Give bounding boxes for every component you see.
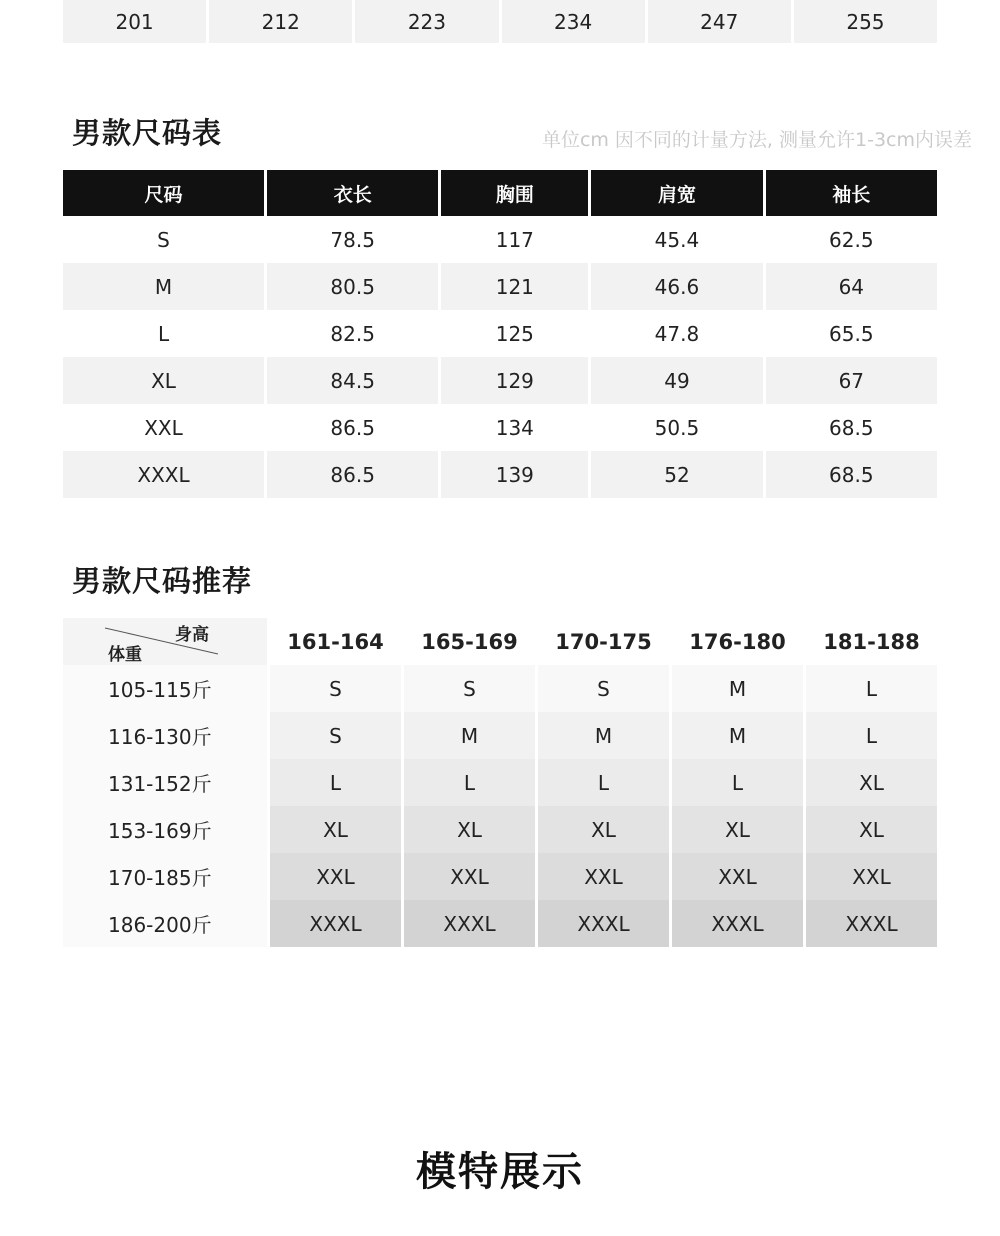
table-cell: XXL bbox=[144, 415, 183, 440]
table-row bbox=[63, 759, 937, 806]
size-cell: XXXL bbox=[270, 900, 401, 947]
size-cell: M bbox=[404, 712, 535, 759]
table-row bbox=[63, 900, 937, 947]
corner-weight-label: 体重 bbox=[108, 645, 142, 665]
table-cell: 223 bbox=[355, 0, 498, 43]
table-cell: 62.5 bbox=[829, 227, 874, 252]
table-cell: 65.5 bbox=[829, 321, 874, 346]
size-cell: XL bbox=[538, 806, 669, 853]
size-cell: XXL bbox=[404, 853, 535, 900]
table-cell: 45.4 bbox=[654, 227, 700, 252]
table-row bbox=[63, 263, 937, 310]
table-cell: 67 bbox=[766, 357, 937, 404]
table-cell: 255 bbox=[794, 0, 937, 43]
table-cell: M bbox=[63, 263, 264, 310]
height-header: 170-175 bbox=[538, 618, 669, 665]
table-cell: 80.5 bbox=[267, 263, 438, 310]
size-cell: XXXL bbox=[404, 900, 535, 947]
table-cell: 46.6 bbox=[591, 263, 762, 310]
table-cell: 82.5 bbox=[330, 321, 375, 346]
table-cell: 201 bbox=[63, 0, 206, 43]
size-cell: XXL bbox=[270, 853, 401, 900]
weight-label: 186-200斤 bbox=[63, 900, 267, 947]
size-cell: M bbox=[672, 712, 803, 759]
size-chart-table bbox=[60, 170, 940, 498]
table-cell: 129 bbox=[441, 357, 588, 404]
unit-note: 单位cm 因不同的计量方法, 测量允许1-3cm内误差 bbox=[541, 129, 972, 151]
table-cell: 84.5 bbox=[267, 357, 438, 404]
size-cell: L bbox=[404, 759, 535, 806]
diagonal-divider bbox=[63, 618, 267, 665]
size-cell: L bbox=[270, 759, 401, 806]
table-cell: 47.8 bbox=[654, 321, 700, 346]
weight-label: 105-115斤 bbox=[63, 665, 267, 712]
table-row bbox=[63, 853, 937, 900]
table-cell: S bbox=[157, 227, 170, 252]
size-cell: L bbox=[806, 665, 937, 712]
table-row bbox=[63, 310, 937, 357]
size-cell: XXL bbox=[672, 853, 803, 900]
weight-label: 116-130斤 bbox=[63, 712, 267, 759]
table-cell: 52 bbox=[591, 451, 762, 498]
table-cell: 86.5 bbox=[267, 451, 438, 498]
height-header: 161-164 bbox=[270, 618, 401, 665]
table-cell: 234 bbox=[502, 0, 645, 43]
column-header-sleeve: 袖长 bbox=[766, 170, 937, 216]
weight-label: 153-169斤 bbox=[63, 806, 267, 853]
table-cell: 125 bbox=[495, 321, 534, 346]
table-row bbox=[63, 404, 937, 451]
height-header: 176-180 bbox=[672, 618, 803, 665]
table-row bbox=[63, 216, 937, 263]
table-row bbox=[63, 806, 937, 853]
size-cell: XXL bbox=[538, 853, 669, 900]
size-cell: XL bbox=[672, 806, 803, 853]
table-cell: 134 bbox=[495, 415, 534, 440]
size-cell: S bbox=[270, 712, 401, 759]
table-cell: 49 bbox=[591, 357, 762, 404]
table-cell: XXXL bbox=[63, 451, 264, 498]
table-cell: L bbox=[157, 321, 170, 346]
height-header: 181-188 bbox=[806, 618, 937, 665]
size-recommend-table bbox=[63, 618, 937, 947]
table-cell: 117 bbox=[495, 227, 534, 252]
column-header-shoulder: 肩宽 bbox=[591, 170, 762, 216]
size-cell: L bbox=[806, 712, 937, 759]
size-cell: XL bbox=[806, 806, 937, 853]
table-cell: XL bbox=[63, 357, 264, 404]
model-showcase-title: 模特展示 bbox=[416, 1149, 584, 1195]
table-cell: 139 bbox=[441, 451, 588, 498]
size-cell: S bbox=[404, 665, 535, 712]
table-cell: 50.5 bbox=[654, 415, 700, 440]
column-header-length: 衣长 bbox=[267, 170, 438, 216]
table-header-row bbox=[63, 618, 937, 665]
size-cell: S bbox=[270, 665, 401, 712]
table-cell: 86.5 bbox=[330, 415, 375, 440]
table-row bbox=[63, 357, 937, 404]
previous-table-last-row bbox=[63, 0, 937, 43]
size-cell: XXL bbox=[806, 853, 937, 900]
table-cell: 212 bbox=[209, 0, 352, 43]
weight-label: 170-185斤 bbox=[63, 853, 267, 900]
table-cell: 64 bbox=[766, 263, 937, 310]
size-cell: M bbox=[538, 712, 669, 759]
table-row bbox=[63, 665, 937, 712]
size-recommend-title: 男款尺码推荐 bbox=[72, 564, 253, 598]
table-cell: 247 bbox=[648, 0, 791, 43]
size-chart-title: 男款尺码表 bbox=[72, 116, 223, 150]
size-cell: XXXL bbox=[806, 900, 937, 947]
size-cell: XL bbox=[270, 806, 401, 853]
size-cell: XXXL bbox=[672, 900, 803, 947]
table-row bbox=[63, 712, 937, 759]
table-cell: 121 bbox=[441, 263, 588, 310]
column-header-chest: 胸围 bbox=[441, 170, 588, 216]
size-cell: XL bbox=[806, 759, 937, 806]
size-cell: L bbox=[672, 759, 803, 806]
table-header-row bbox=[63, 170, 937, 216]
table-row bbox=[63, 451, 937, 498]
size-cell: S bbox=[538, 665, 669, 712]
size-cell: XL bbox=[404, 806, 535, 853]
table-cell: 68.5 bbox=[766, 451, 937, 498]
weight-label: 131-152斤 bbox=[63, 759, 267, 806]
height-header: 165-169 bbox=[404, 618, 535, 665]
corner-height-label: 身高 bbox=[175, 625, 209, 645]
table-cell: 78.5 bbox=[330, 227, 375, 252]
size-cell: L bbox=[538, 759, 669, 806]
size-cell: XXXL bbox=[538, 900, 669, 947]
size-cell: M bbox=[672, 665, 803, 712]
corner-header bbox=[63, 618, 267, 665]
column-header-size: 尺码 bbox=[63, 170, 264, 216]
table-cell: 68.5 bbox=[829, 415, 874, 440]
